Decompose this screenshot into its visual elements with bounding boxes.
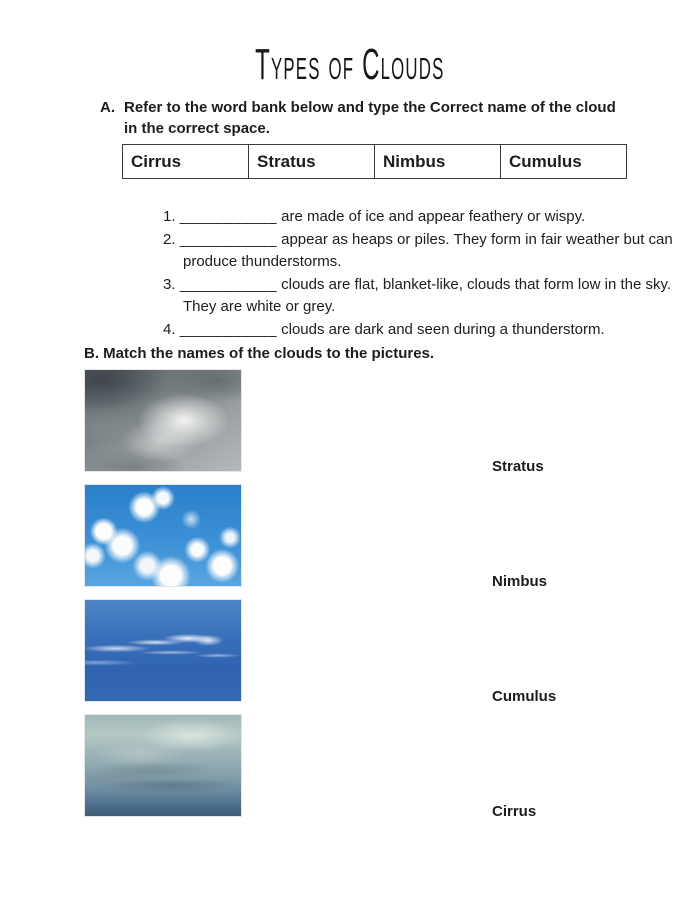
match-area [84,369,700,820]
cloud-label-cirrus[interactable]: Cirrus [492,803,537,820]
question-item-1 [163,206,679,229]
question-item-3 [163,274,679,319]
cloud-label-stratus[interactable]: Stratus [492,458,544,475]
question-number: 2. [163,230,176,248]
cumulus-clouds-photo[interactable] [84,484,242,587]
question-text: appear as heaps or piles. They form in fair weather but can produce thunderstorms. [183,230,673,270]
word-bank-cell-cumulus: Cumulus [500,145,626,178]
question-item-2 [163,229,679,274]
answer-blank-3[interactable]: ___________ [179,275,277,293]
word-bank-cell-stratus: Stratus [248,145,374,178]
answer-blank-1[interactable]: ___________ [179,208,277,225]
page-title [0,0,700,89]
question-text: clouds are flat, blanket-like, clouds that form low in the sky. They are white or grey. [183,275,672,315]
match-row-2 [84,484,700,590]
match-row-1 [84,369,700,475]
word-bank-table [122,144,627,179]
section-a-heading [100,97,700,139]
cloud-label-cumulus[interactable]: Cumulus [492,688,557,705]
match-row-3 [84,599,700,705]
storm-clouds-photo[interactable] [84,369,242,472]
questions-list [163,206,679,341]
word-bank-cell-nimbus: Nimbus [374,145,500,178]
page-title-text: Types of Clouds [255,41,445,89]
cloud-label-nimbus[interactable]: Nimbus [492,573,548,590]
match-row-4 [84,714,700,820]
question-number: 1. [163,208,176,225]
answer-blank-4[interactable]: ___________ [179,320,277,338]
cirrus-clouds-photo[interactable] [84,599,242,702]
word-bank-cell-cirrus: Cirrus [131,152,182,171]
answer-blank-2[interactable]: ___________ [179,230,277,248]
question-item-4 [163,319,679,342]
section-a-instructions: Refer to the word bank below and type the Correct name of the cloud in the correct space. [124,99,616,137]
stratus-clouds-photo[interactable] [84,714,242,817]
question-number: 4. [163,320,176,338]
section-b-heading: B. Match the names of the clouds to the pictures. [84,345,435,362]
section-a-label: A. [100,99,115,116]
question-text: are made of ice and appear feathery or wispy. [281,208,586,225]
question-text: clouds are dark and seen during a thunderstorm. [281,320,605,338]
question-number: 3. [163,275,176,293]
